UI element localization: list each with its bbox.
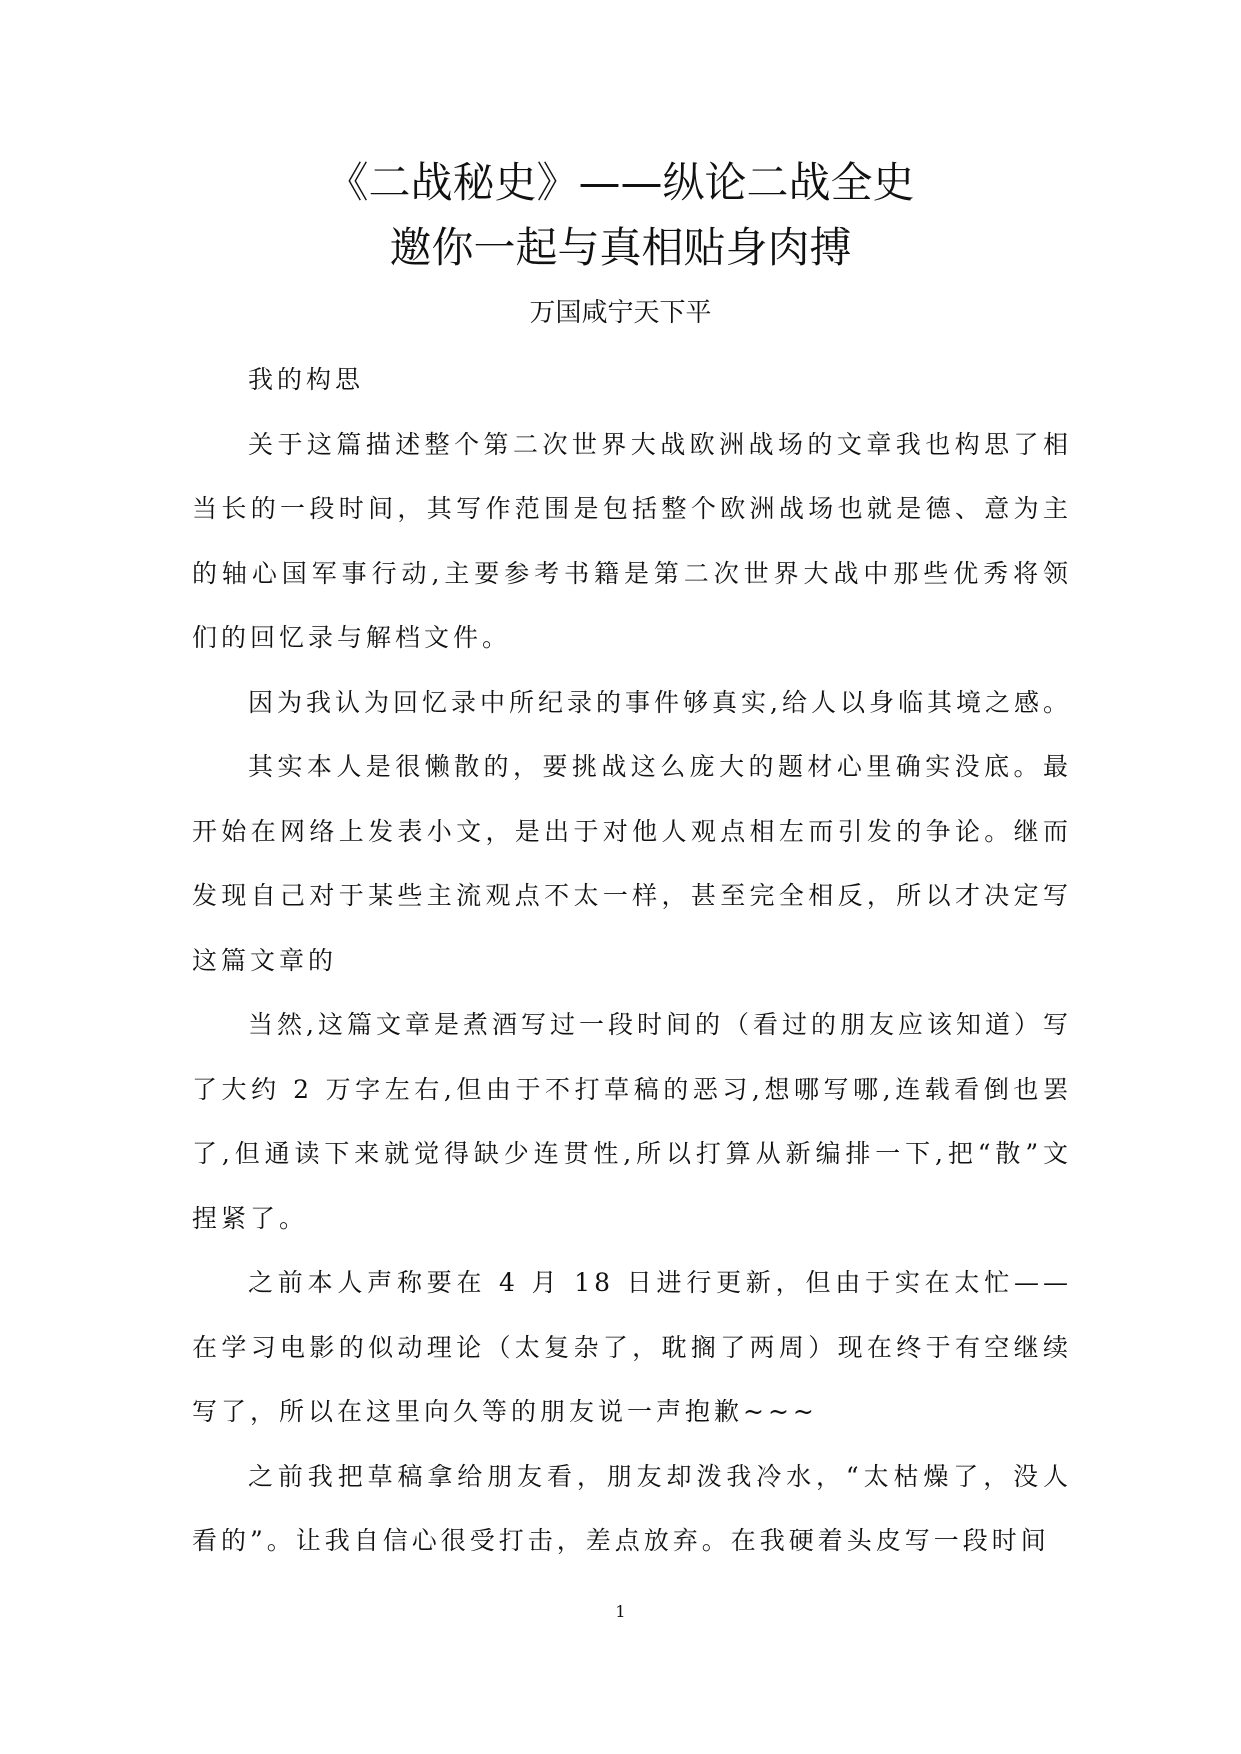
page-number: 1: [615, 1602, 626, 1621]
document-title-line-2: 邀你一起与真相贴身肉搏: [389, 223, 852, 272]
section-heading: 我的构思: [248, 365, 365, 394]
document-title-line-1: 《二战秘史》——纵论二战全史: [326, 158, 915, 207]
body-paragraph: 之前我把草稿拿给朋友看，朋友却泼我冷水，“太枯燥了，没人看的”。让我自信心很受打击，差点放弃。在我硬着头皮写一段时间: [192, 1461, 1072, 1555]
body-paragraph: 因为我认为回忆录中所纪录的事件够真实,给人以身临其境之感。: [248, 687, 1072, 717]
body-paragraph: 之前本人声称要在 4 月 18 日进行更新，但由于实在太忙——在学习电影的似动理论（太复杂了，耽搁了两周）现在终于有空继续写了，所以在这里向久等的朋友说一声抱歉~~~: [192, 1268, 1072, 1426]
body-paragraph: 当然,这篇文章是煮酒写过一段时间的（看过的朋友应该知道）写了大约 2 万字左右,但由于不打草稿的恶习,想哪写哪,连载看倒也罢了,但通读下来就觉得缺少连贯性,所以打算从新编排一下,把“散”文捏紧了。: [192, 1010, 1072, 1233]
body-paragraph: 其实本人是很懒散的，要挑战这么庞大的题材心里确实没底。最开始在网络上发表小文，是出于对他人观点相左而引发的争论。继而发现自己对于某些主流观点不太一样，甚至完全相反，所以才决定写这篇文章的: [192, 752, 1072, 975]
document-body: [192, 348, 1072, 1574]
document-author: 万国咸宁天下平: [529, 298, 712, 328]
body-paragraph: 关于这篇描述整个第二次世界大战欧洲战场的文章我也构思了相当长的一段时间，其写作范围是包括整个欧洲战场也就是德、意为主的轴心国军事行动,主要参考书籍是第二次世界大战中那些优秀将领们的回忆录与解档文件。: [192, 429, 1072, 652]
